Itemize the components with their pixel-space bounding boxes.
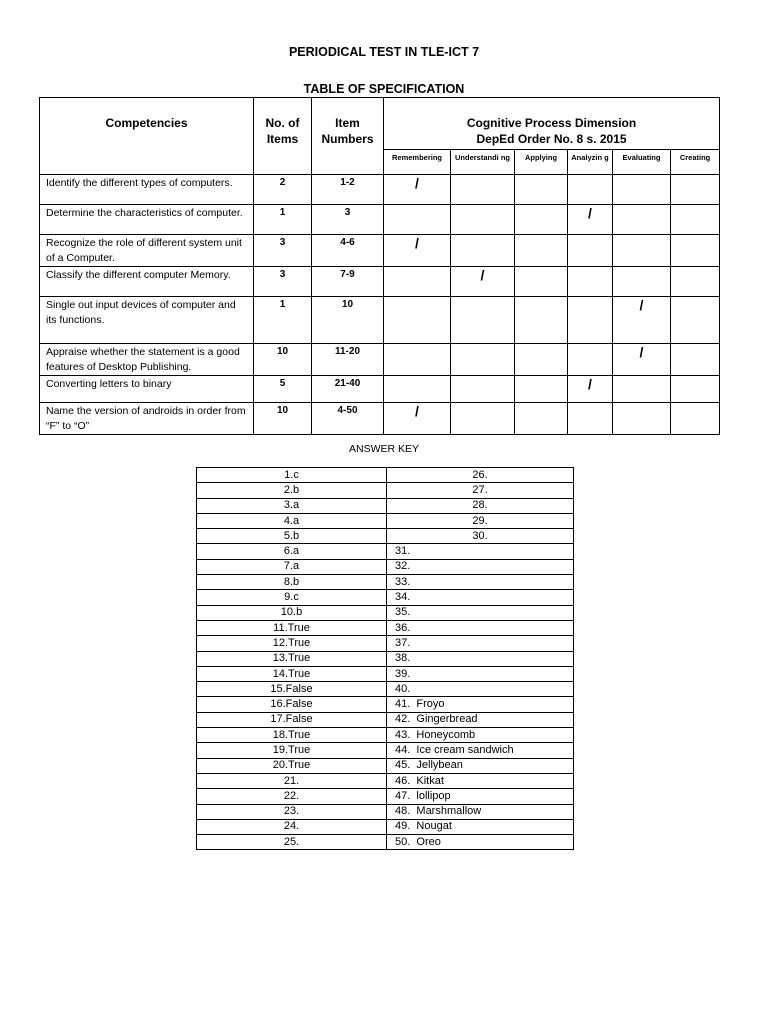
answer-right: 36. — [387, 620, 574, 635]
level-cell — [451, 344, 515, 376]
competency-cell: Converting letters to binary — [40, 376, 254, 403]
answer-right: 35. — [387, 605, 574, 620]
item-numbers-cell: 10 — [312, 297, 384, 344]
answer-left: 16.False — [197, 697, 387, 712]
answer-row — [197, 728, 574, 743]
answer-right: 48. Marshmallow — [387, 804, 574, 819]
no-items-cell: 1 — [254, 297, 312, 344]
answer-left: 1.c — [197, 468, 387, 483]
table-row — [40, 235, 720, 267]
answer-left: 19.True — [197, 743, 387, 758]
answer-row — [197, 605, 574, 620]
item-numbers-cell: 7-9 — [312, 267, 384, 297]
answer-row — [197, 743, 574, 758]
specification-body — [40, 175, 720, 435]
competency-cell: Identify the different types of computers. — [40, 175, 254, 205]
answer-right: 38. — [387, 651, 574, 666]
level-cell — [384, 267, 451, 297]
check-mark: / — [568, 376, 613, 403]
answer-right: 32. — [387, 559, 574, 574]
header-cognitive-process — [384, 98, 720, 150]
table-row — [40, 175, 720, 205]
answer-right: 26. — [387, 468, 574, 483]
answer-right: 49. Nougat — [387, 819, 574, 834]
item-numbers-cell: 1-2 — [312, 175, 384, 205]
answer-right: 29. — [387, 513, 574, 528]
level-cell — [384, 376, 451, 403]
level-cell — [671, 175, 720, 205]
answer-left: 4.a — [197, 513, 387, 528]
level-header: Evaluating — [613, 150, 671, 175]
answer-left: 3.a — [197, 498, 387, 513]
level-cell — [613, 403, 671, 435]
answer-key-table — [196, 467, 574, 850]
level-cell — [671, 205, 720, 235]
competency-cell: Single out input devices of computer and its functions. — [40, 297, 254, 344]
answer-right: 41. Froyo — [387, 697, 574, 712]
answer-left: 13.True — [197, 651, 387, 666]
level-cell — [613, 235, 671, 267]
check-mark: / — [613, 344, 671, 376]
answer-left: 20.True — [197, 758, 387, 773]
level-cell — [568, 344, 613, 376]
level-cell — [671, 267, 720, 297]
level-cell — [671, 376, 720, 403]
level-cell — [671, 297, 720, 344]
level-cell — [384, 205, 451, 235]
answer-left: 6.a — [197, 544, 387, 559]
answer-right: 33. — [387, 575, 574, 590]
answer-row — [197, 835, 574, 850]
header-no-items-text: No. of Items — [265, 116, 300, 146]
cpd-title: Cognitive Process Dimension — [466, 116, 637, 130]
answer-row — [197, 819, 574, 834]
answer-left: 14.True — [197, 666, 387, 681]
answer-left: 21. — [197, 773, 387, 788]
answer-left: 9.c — [197, 590, 387, 605]
level-cell — [613, 205, 671, 235]
level-cell — [515, 376, 568, 403]
level-cell — [515, 205, 568, 235]
level-cell — [451, 235, 515, 267]
check-mark: / — [384, 175, 451, 205]
item-numbers-cell: 3 — [312, 205, 384, 235]
level-cell — [384, 297, 451, 344]
level-cell — [613, 376, 671, 403]
page-subtitle: TABLE OF SPECIFICATION — [303, 82, 465, 96]
answer-left: 18.True — [197, 728, 387, 743]
answer-row — [197, 513, 574, 528]
level-header: Remembering — [384, 150, 451, 175]
answer-right: 27. — [387, 483, 574, 498]
cpd-order: DepEd Order No. 8 s. 2015 — [476, 132, 627, 146]
table-row — [40, 267, 720, 297]
answer-left: 11.True — [197, 620, 387, 635]
answer-right: 39. — [387, 666, 574, 681]
answer-left: 22. — [197, 789, 387, 804]
answer-row — [197, 575, 574, 590]
answer-row — [197, 498, 574, 513]
level-cell — [515, 297, 568, 344]
answer-left: 24. — [197, 819, 387, 834]
answer-right: 50. Oreo — [387, 835, 574, 850]
answer-right: 42. Gingerbread — [387, 712, 574, 727]
header-no-items — [254, 98, 312, 175]
level-cell — [568, 235, 613, 267]
level-cell — [568, 267, 613, 297]
level-header: Understandi ng — [451, 150, 515, 175]
answer-left: 8.b — [197, 575, 387, 590]
answer-left: 12.True — [197, 636, 387, 651]
item-numbers-cell: 4-50 — [312, 403, 384, 435]
competency-cell: Recognize the role of different system unit of a Computer. — [40, 235, 254, 267]
table-row — [40, 376, 720, 403]
level-cell — [568, 175, 613, 205]
level-cell — [451, 376, 515, 403]
answer-left: 10.b — [197, 605, 387, 620]
level-header: Applying — [515, 150, 568, 175]
answer-right: 37. — [387, 636, 574, 651]
level-cell — [568, 403, 613, 435]
answer-row — [197, 636, 574, 651]
answer-left: 5.b — [197, 529, 387, 544]
level-cell — [613, 267, 671, 297]
answer-row — [197, 789, 574, 804]
no-items-cell: 5 — [254, 376, 312, 403]
answer-left: 7.a — [197, 559, 387, 574]
table-row — [40, 205, 720, 235]
answer-row — [197, 758, 574, 773]
answer-row — [197, 666, 574, 681]
level-header: Analyzin g — [568, 150, 613, 175]
answer-right: 40. — [387, 682, 574, 697]
competency-cell: Determine the characteristics of computer. — [40, 205, 254, 235]
answer-row — [197, 773, 574, 788]
answer-right: 34. — [387, 590, 574, 605]
no-items-cell: 10 — [254, 403, 312, 435]
check-mark: / — [451, 267, 515, 297]
answer-key-body — [197, 468, 574, 850]
item-numbers-cell: 21-40 — [312, 376, 384, 403]
answer-right: 43. Honeycomb — [387, 728, 574, 743]
check-mark: / — [568, 205, 613, 235]
answer-row — [197, 483, 574, 498]
answer-row — [197, 697, 574, 712]
answer-row — [197, 544, 574, 559]
header-item-numbers — [312, 98, 384, 175]
level-cell — [671, 344, 720, 376]
answer-left: 2.b — [197, 483, 387, 498]
answer-right: 46. Kitkat — [387, 773, 574, 788]
answer-left: 25. — [197, 835, 387, 850]
level-cell — [515, 267, 568, 297]
answer-left: 15.False — [197, 682, 387, 697]
table-row — [40, 297, 720, 344]
level-cell — [568, 297, 613, 344]
check-mark: / — [384, 235, 451, 267]
level-cell — [515, 403, 568, 435]
answer-left: 23. — [197, 804, 387, 819]
level-cell — [384, 344, 451, 376]
level-cell — [451, 403, 515, 435]
check-mark: / — [384, 403, 451, 435]
answer-row — [197, 804, 574, 819]
answer-row — [197, 651, 574, 666]
table-row — [40, 403, 720, 435]
no-items-cell: 3 — [254, 235, 312, 267]
level-cell — [515, 235, 568, 267]
competency-cell: Name the version of androids in order from “F” to “O” — [40, 403, 254, 435]
level-cell — [671, 403, 720, 435]
level-cell — [451, 175, 515, 205]
no-items-cell: 3 — [254, 267, 312, 297]
level-cell — [451, 205, 515, 235]
no-items-cell: 10 — [254, 344, 312, 376]
item-numbers-cell: 11-20 — [312, 344, 384, 376]
level-cell — [515, 344, 568, 376]
competency-cell: Appraise whether the statement is a good features of Desktop Publishing. — [40, 344, 254, 376]
answer-right: 47. lollipop — [387, 789, 574, 804]
answer-left: 17.False — [197, 712, 387, 727]
level-cell — [671, 235, 720, 267]
page-title: PERIODICAL TEST IN TLE-ICT 7 — [288, 45, 480, 59]
answer-row — [197, 682, 574, 697]
level-header: Creating — [671, 150, 720, 175]
level-cell — [451, 297, 515, 344]
answer-right: 28. — [387, 498, 574, 513]
answer-key-label: ANSWER KEY — [348, 443, 419, 455]
competency-cell: Classify the different computer Memory. — [40, 267, 254, 297]
item-numbers-cell: 4-6 — [312, 235, 384, 267]
level-cell — [613, 175, 671, 205]
answer-row — [197, 590, 574, 605]
no-items-cell: 1 — [254, 205, 312, 235]
answer-right: 30. — [387, 529, 574, 544]
answer-row — [197, 529, 574, 544]
table-row — [40, 344, 720, 376]
answer-right: 45. Jellybean — [387, 758, 574, 773]
answer-row — [197, 712, 574, 727]
specification-table — [39, 97, 720, 435]
header-item-numbers-text: Item Numbers — [321, 116, 374, 146]
answer-row — [197, 559, 574, 574]
answer-row — [197, 468, 574, 483]
header-competencies: Competencies — [40, 98, 254, 175]
answer-row — [197, 620, 574, 635]
no-items-cell: 2 — [254, 175, 312, 205]
check-mark: / — [613, 297, 671, 344]
answer-right: 31. — [387, 544, 574, 559]
answer-right: 44. Ice cream sandwich — [387, 743, 574, 758]
level-cell — [515, 175, 568, 205]
